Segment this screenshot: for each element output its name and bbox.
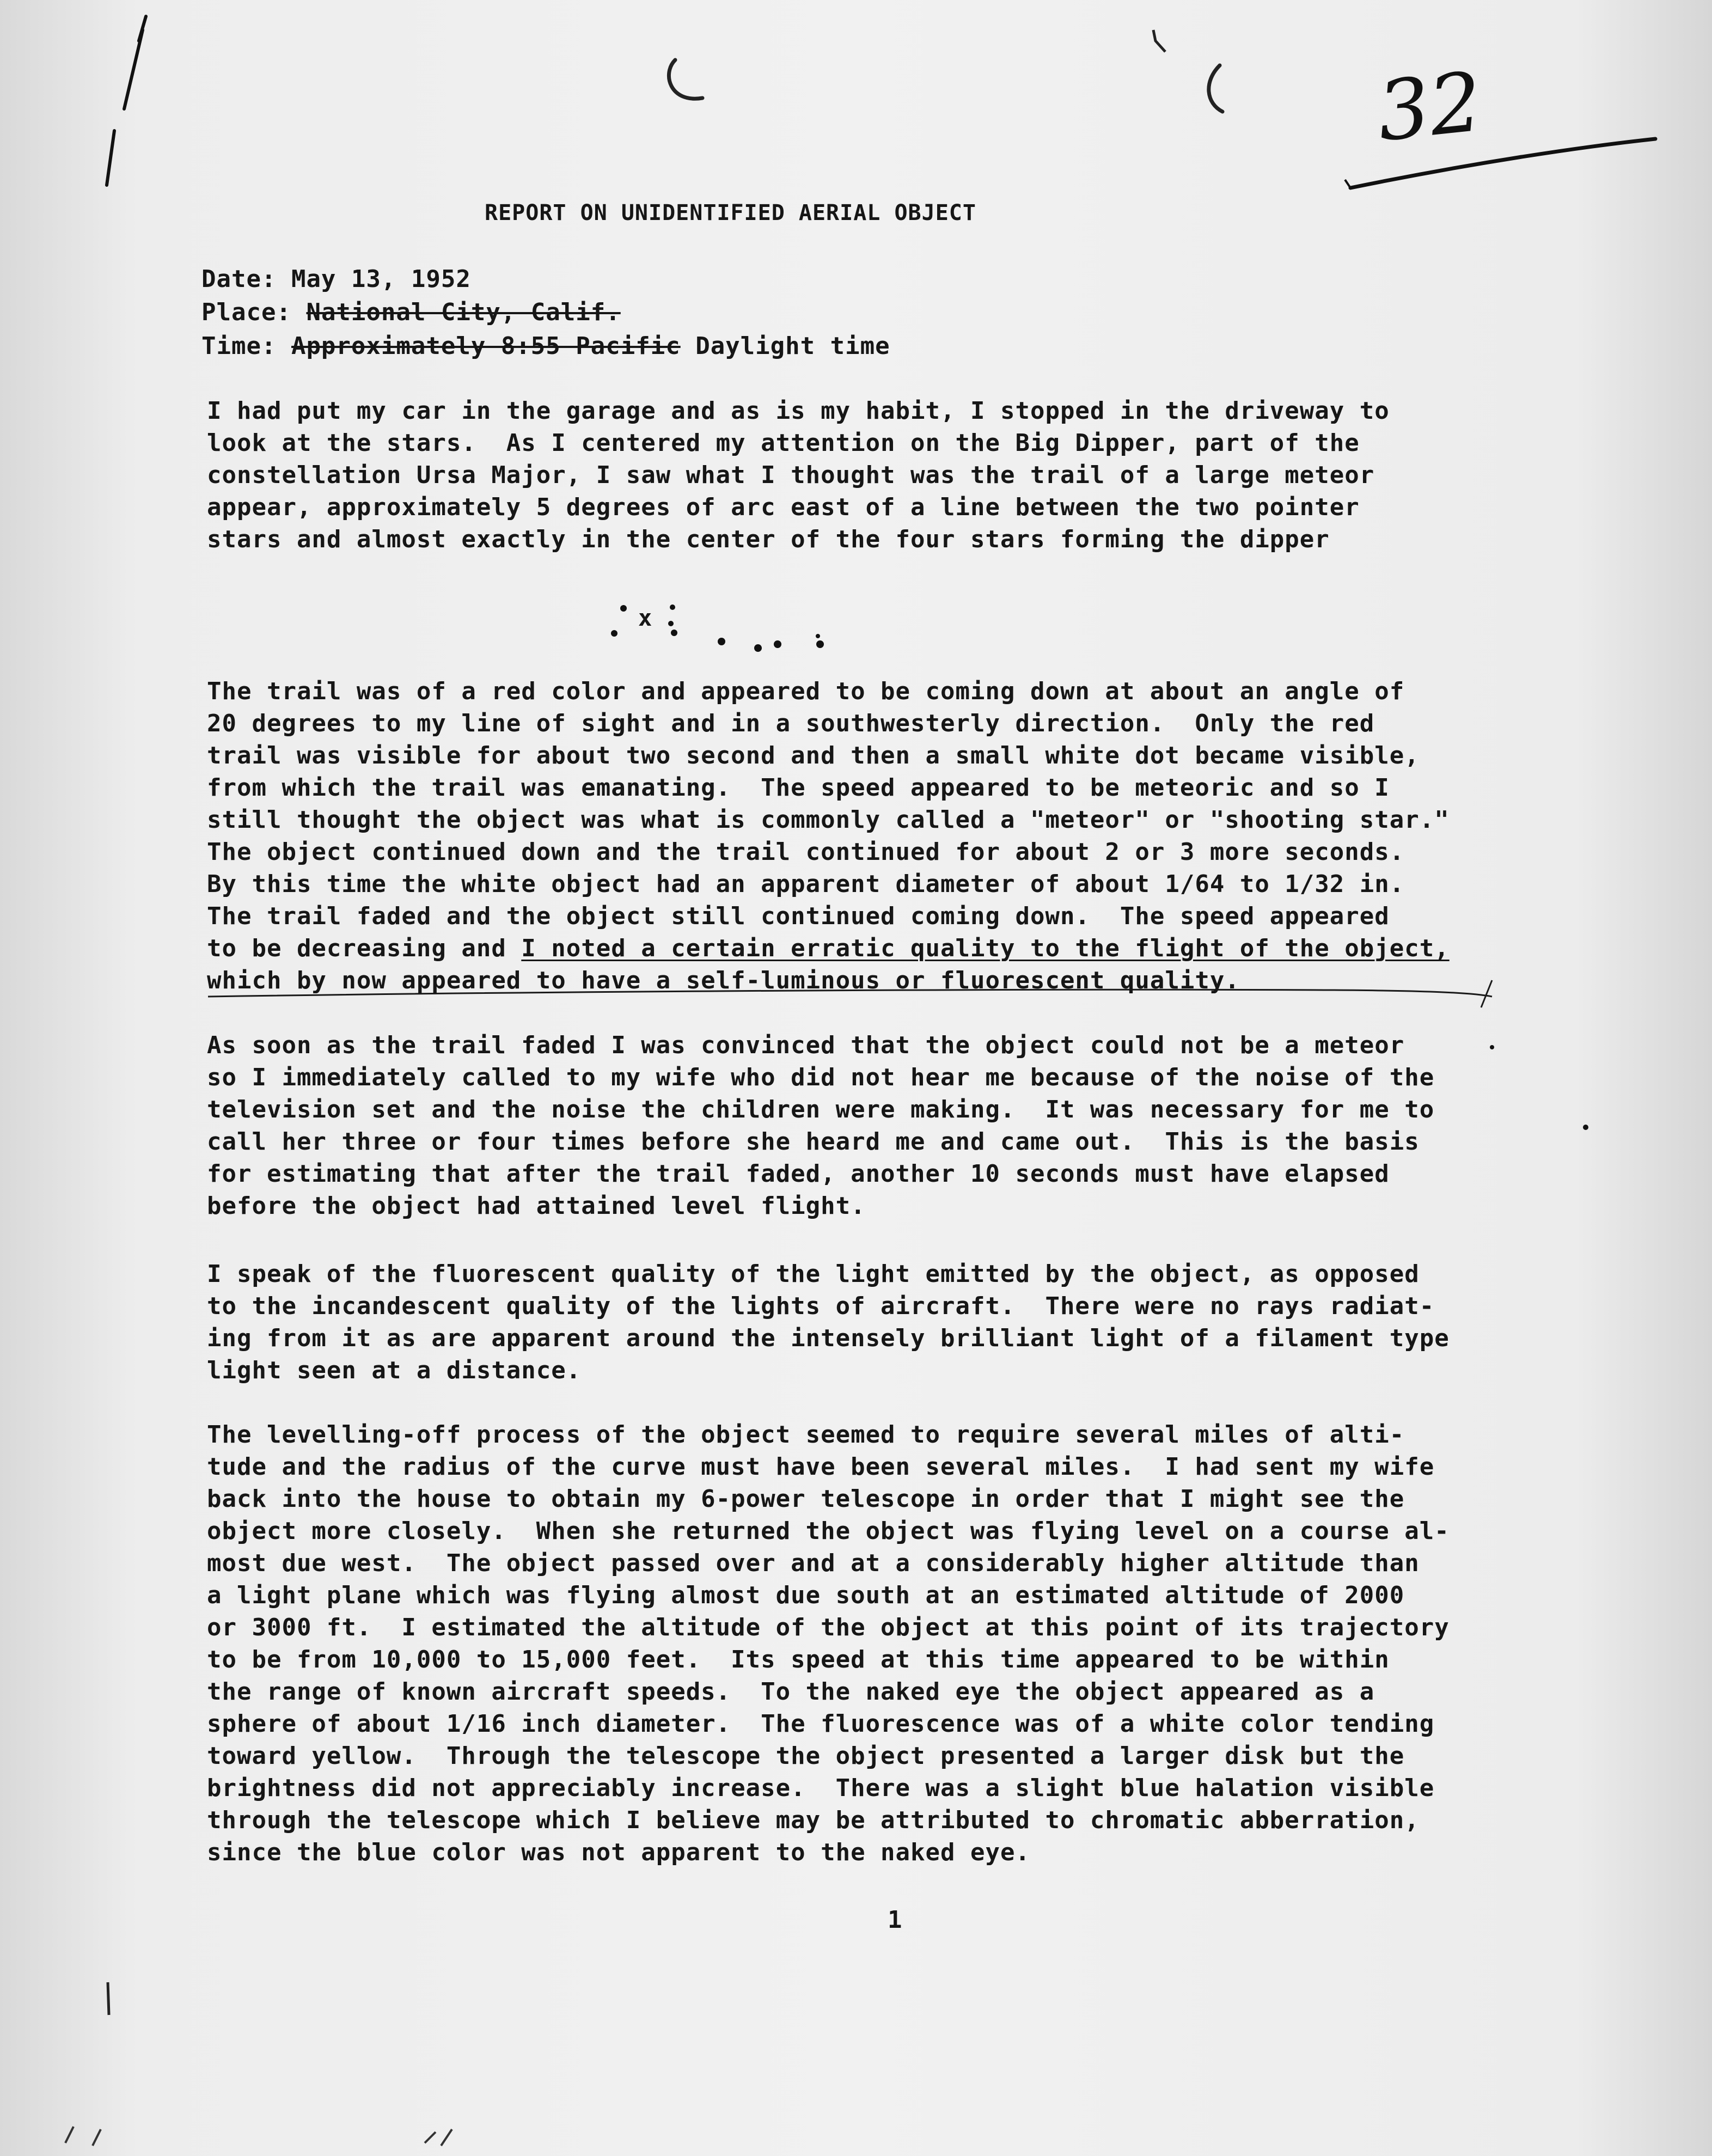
text-line: 20 degrees to my line of sight and in a southwesterly direction. Only the red — [207, 710, 1375, 737]
text-line: By this time the white object had an apparent diameter of about 1/64 to 1/32 in. — [207, 870, 1405, 898]
text-line: I had put my car in the garage and as is my habit, I stopped in the driveway to — [207, 397, 1390, 425]
date-label: Date: — [201, 265, 277, 293]
star-dot — [668, 621, 674, 626]
text-line: for estimating that after the trail faded, another 10 seconds must have elapsed — [207, 1160, 1390, 1188]
time-value: Daylight time — [695, 332, 890, 360]
text-line: The levelling-off process of the object seemed to require several miles of alti- — [207, 1421, 1405, 1449]
text-line: since the blue color was not apparent to the naked eye. — [207, 1839, 1030, 1866]
text-line: brightness did not appreciably increase. There was a slight blue halation visible — [207, 1774, 1435, 1802]
margin-bottom-stroke — [108, 1982, 109, 2015]
text-line: the range of known aircraft speeds. To the naked eye the object appeared as a — [207, 1678, 1375, 1706]
text-line: or 3000 ft. I estimated the altitude of the object at this point of its trajectory — [207, 1614, 1450, 1641]
handwritten-page-mark: 32 — [1373, 54, 1487, 160]
text-line: The trail was of a red color and appeared to be coming down at about an angle of — [207, 677, 1405, 705]
paragraph-5 — [207, 1419, 1601, 1868]
text-line: sphere of about 1/16 inch diameter. The fluorescence was of a white color tending — [207, 1710, 1435, 1738]
punch-hole-mark-left — [669, 60, 702, 99]
text-line: through the telescope which I believe may be attributed to chromatic abberration, — [207, 1806, 1420, 1834]
text-line: which by now appeared to have a self-luminous or fluorescent quality. — [207, 967, 1240, 994]
paragraph-3 — [207, 1029, 1601, 1222]
text-line: stars and almost exactly in the center of the four stars forming the dipper — [207, 526, 1330, 553]
date-value: May 13, 1952 — [291, 265, 471, 293]
text-line: from which the trail was emanating. The speed appeared to be meteoric and so I — [207, 774, 1390, 802]
place-label: Place: — [201, 298, 291, 326]
star-dot — [620, 605, 627, 612]
punch-hole-mark-right — [1209, 65, 1222, 112]
text-line: still thought the object was what is commonly called a "meteor" or "shooting star." — [207, 806, 1450, 834]
page-number: 1 — [888, 1906, 902, 1934]
date-line — [201, 265, 471, 293]
text-line: to the incandescent quality of the lights of aircraft. There were no rays radiat- — [207, 1292, 1435, 1320]
text-line: ing from it as are apparent around the intensely brilliant light of a filament type — [207, 1324, 1450, 1352]
report-title: REPORT ON UNIDENTIFIED AERIAL OBJECT — [485, 200, 976, 225]
text-line: television set and the noise the children were making. It was necessary for me to — [207, 1096, 1435, 1123]
underlined-fragment: I noted a certain erratic quality to the flight of the object, — [521, 935, 1450, 962]
paragraph-1 — [207, 395, 1601, 555]
time-line — [201, 332, 890, 360]
place-line — [201, 298, 621, 326]
star-dot — [754, 644, 762, 652]
star-dot — [774, 640, 781, 648]
text-line: The object continued down and the trail continued for about 2 or 3 more seconds. — [207, 838, 1405, 866]
paragraph-2 — [207, 675, 1601, 997]
star-dot — [671, 630, 677, 636]
star-dot — [670, 604, 675, 610]
star-dot — [718, 638, 725, 645]
text-line: call her three or four times before she heard me and came out. This is the basis — [207, 1128, 1420, 1156]
bottom-edge-scribble — [65, 2127, 452, 2146]
text-line-underlined — [207, 932, 1601, 964]
text-line: I speak of the fluorescent quality of the light emitted by the object, as opposed — [207, 1260, 1420, 1288]
star-dot — [816, 640, 824, 648]
top-tick-mark — [1153, 30, 1165, 52]
text-line: look at the stars. As I centered my attention on the Big Dipper, part of the — [207, 429, 1360, 457]
star-dot — [816, 634, 820, 638]
place-value: National City, Calif. — [306, 298, 621, 326]
text-line: light seen at a distance. — [207, 1357, 582, 1384]
text-line: As soon as the trail faded I was convinced that the object could not be a meteor — [207, 1031, 1405, 1059]
text-line: a light plane which was flying almost due south at an estimated altitude of 2000 — [207, 1581, 1405, 1609]
text-line: toward yellow. Through the telescope the object presented a larger disk but the — [207, 1742, 1405, 1770]
text-line: appear, approximately 5 degrees of arc east of a line between the two pointer — [207, 493, 1360, 521]
margin-pen-stroke — [107, 16, 146, 185]
star-dot — [611, 630, 617, 637]
text-line: trail was visible for about two second and then a small white dot became visible, — [207, 742, 1420, 769]
text-line: to be from 10,000 to 15,000 feet. Its speed at this time appeared to be within — [207, 1646, 1390, 1674]
text-fragment: to be decreasing and — [207, 935, 522, 962]
text-line: so I immediately called to my wife who did not hear me because of the noise of the — [207, 1064, 1435, 1091]
text-line: before the object had attained level flight. — [207, 1192, 866, 1220]
paragraph-4 — [207, 1258, 1601, 1387]
time-label: Time: — [201, 332, 277, 360]
text-line: back into the house to obtain my 6-power telescope in order that I might see the — [207, 1485, 1405, 1513]
text-line: object more closely. When she returned the object was flying level on a course al- — [207, 1517, 1450, 1545]
handwritten-bracket-line — [1345, 180, 1350, 188]
text-line: The trail faded and the object still continued coming down. The speed appeared — [207, 902, 1390, 930]
text-line: most due west. The object passed over and at a considerably higher altitude than — [207, 1549, 1420, 1577]
sketch-marker: x — [638, 604, 653, 631]
time-struck-text: Approximately 8:55 Pacific — [291, 332, 681, 360]
text-line: tude and the radius of the curve must have been several miles. I had sent my wife — [207, 1453, 1435, 1481]
text-line: constellation Ursa Major, I saw what I thought was the trail of a large meteor — [207, 461, 1375, 489]
